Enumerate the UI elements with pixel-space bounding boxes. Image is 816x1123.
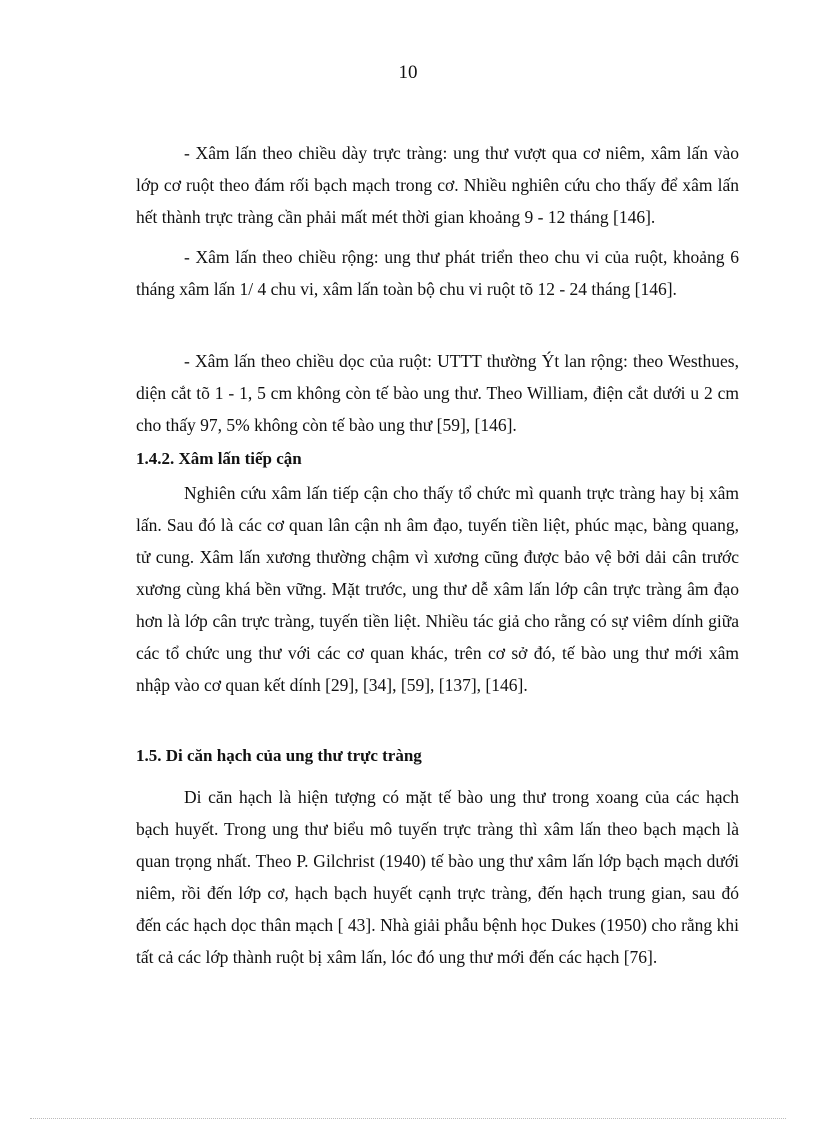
page-bottom-divider: [30, 1118, 786, 1119]
paragraph-adjacent-invasion: Nghiên cứu xâm lấn tiếp cận cho thấy tổ chức mì quanh trực tràng hay bị xâm lấn. Sau đó là các cơ quan lân cận nh âm đạo, tuyến tiền liệt, phúc mạc, bàng quang, tử cung. Xâm lấn xương thường chậm vì xương cũng được bảo vệ bởi dải cân trước xương cùng khá bền vững. Mặt trước, ung thư dễ xâm lấn lớp cân trực tràng âm đạo hơn là lớp cân trực tràng, tuyến tiền liệt. Nhiều tác giả cho rằng có sự viêm dính giữa các tổ chức ung thư với các cơ quan khác, trên cơ sở đó, tế bào ung thư mới xâm nhập vào cơ quan kết dính [29], [34], [59], [137], [146].: [136, 483, 739, 695]
paragraph-width-invasion: - Xâm lấn theo chiều rộng: ung thư phát triển theo chu vi của ruột, khoảng 6 tháng xâm lấn 1/ 4 chu vi, xâm lấn toàn bộ chu vi ruột tõ 12 - 24 tháng [146].: [136, 247, 739, 299]
section-heading-adjacent-invasion: 1.4.2. Xâm lấn tiếp cận: [136, 449, 302, 468]
paragraph-length-invasion: - Xâm lấn theo chiều dọc của ruột: UTTT thường Ýt lan rộng: theo Westhues, diện cắt tõ 1 - 1, 5 cm không còn tế bào ung thư. Theo William, điện cắt dưới u 2 cm cho thấy 97, 5% không còn tế bào ung thư [59], [146].: [136, 351, 739, 435]
paragraph-thickness-invasion: - Xâm lấn theo chiều dày trực tràng: ung thư vượt qua cơ niêm, xâm lấn vào lớp cơ ruột theo đám rối bạch mạch trong cơ. Nhiều nghiên cứu cho thấy để xâm lấn hết thành trực tràng cần phải mất mét thời gian khoảng 9 - 12 tháng [146].: [136, 143, 739, 227]
page-number: 10: [398, 62, 418, 83]
paragraph-lymph-metastasis: Di căn hạch là hiện tượng có mặt tế bào ung thư trong xoang của các hạch bạch huyết. Trong ung thư biểu mô tuyến trực tràng thì xâm lấn theo bạch mạch là quan trọng nhất. Theo P. Gilchrist (1940) tế bào ung thư xâm lấn lớp bạch mạch dưới niêm, rồi đến lớp cơ, hạch bạch huyết cạnh trực tràng, đến hạch trung gian, sau đó đến các hạch dọc thân mạch [ 43]. Nhà giải phẫu bệnh học Dukes (1950) cho rằng khi tất cả các lớp thành ruột bị xâm lấn, lóc đó ung thư mới đến các hạch [76].: [136, 787, 739, 967]
section-heading-lymph-metastasis: 1.5. Di căn hạch của ung thư trực tràng: [136, 746, 422, 765]
